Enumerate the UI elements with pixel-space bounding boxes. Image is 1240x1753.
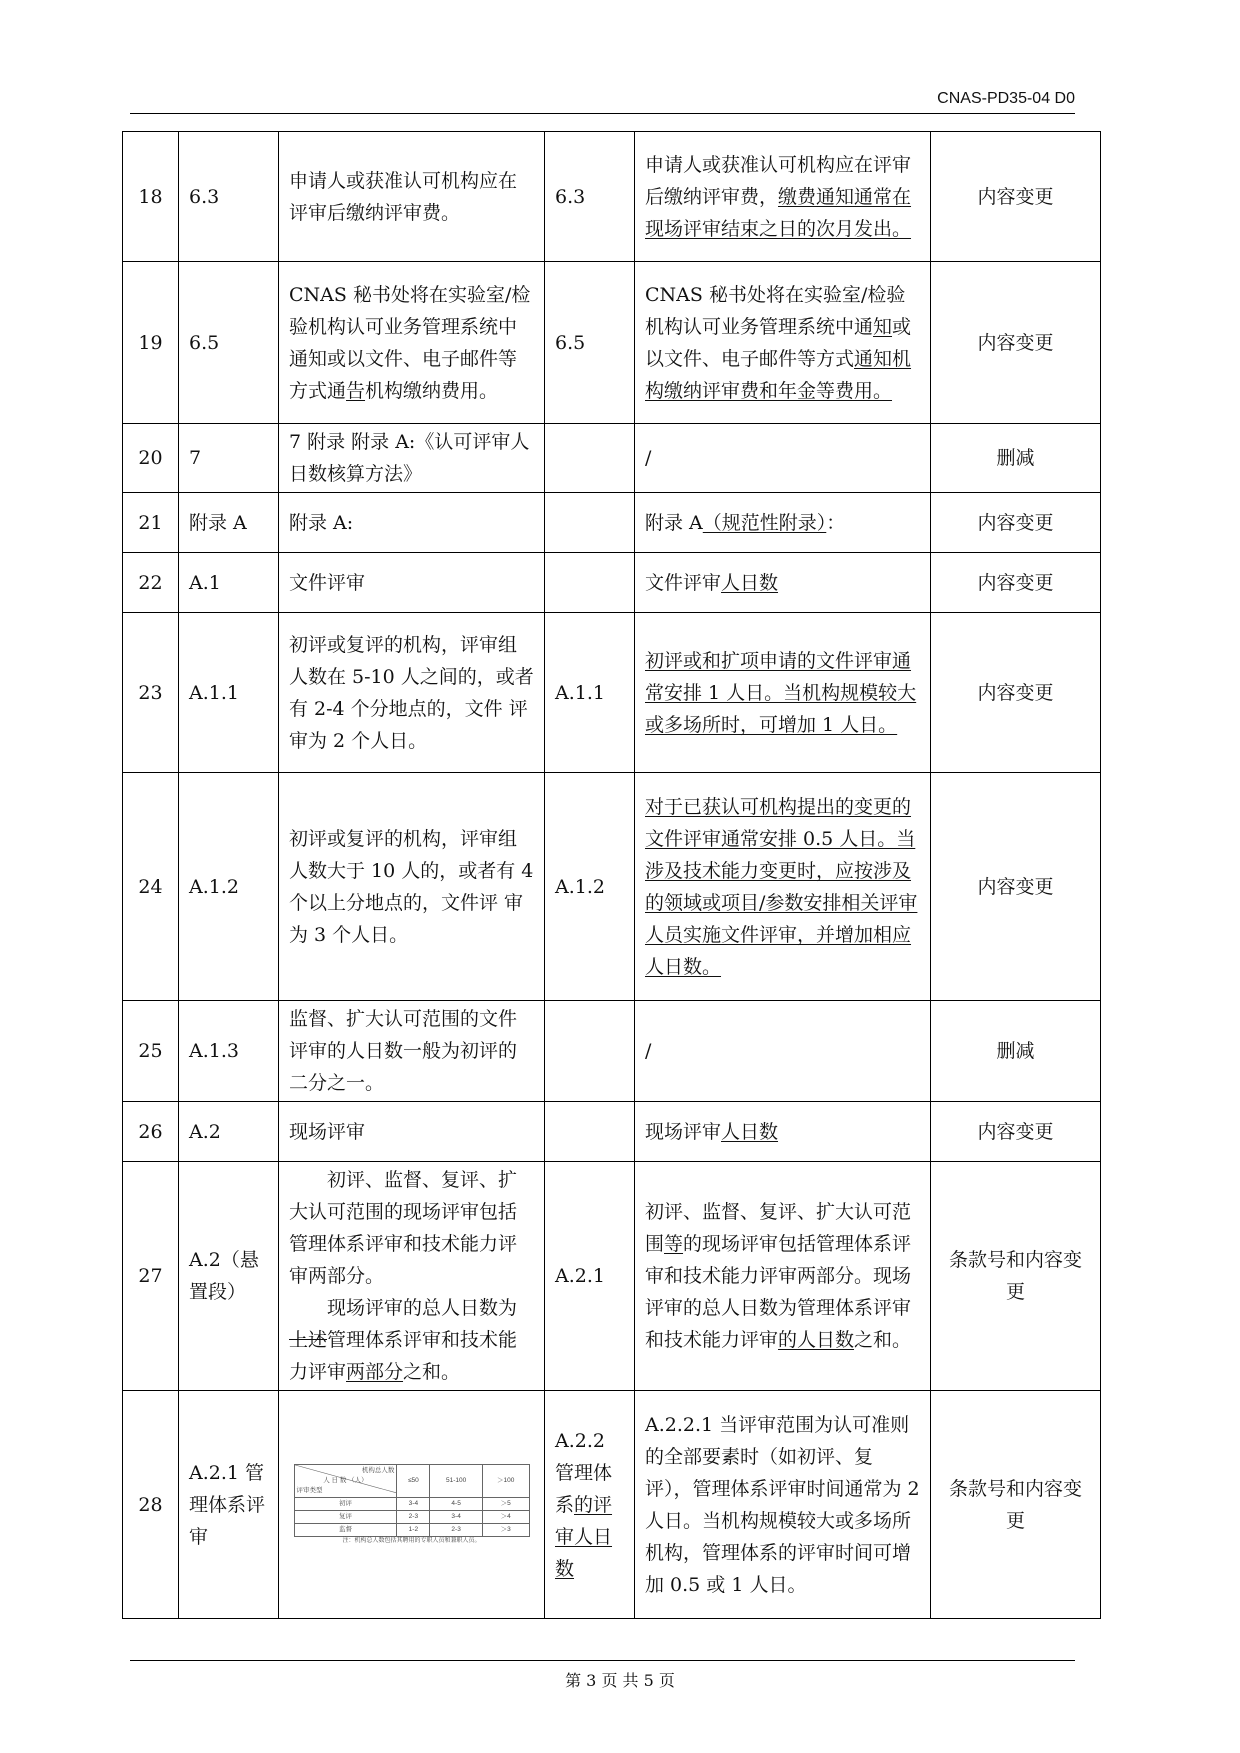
row-number: 21 bbox=[123, 493, 179, 553]
old-text-part: 机构缴纳费用。 bbox=[365, 379, 499, 402]
old-clause: 6.3 bbox=[179, 132, 279, 262]
person-day-table bbox=[294, 1464, 530, 1537]
table-row bbox=[123, 553, 1101, 613]
old-text-part: CNAS 秘书处将在实验室/检验机构认可业务管理系统中通知或以文件、电子邮件等方式通 bbox=[289, 283, 531, 402]
new-text-plain: 附录 A bbox=[645, 511, 703, 534]
old-clause: A.1.2 bbox=[179, 773, 279, 1001]
new-clause: 6.3 bbox=[545, 132, 635, 262]
old-text-part: 现场评审的总人日数为 bbox=[327, 1297, 518, 1319]
new-text bbox=[635, 1162, 931, 1391]
old-clause: A.2 bbox=[179, 1102, 279, 1162]
change-result: 内容变更 bbox=[931, 773, 1101, 1001]
new-clause: A.1.1 bbox=[545, 613, 635, 773]
old-text: 初评或复评的机构，评审组人数大于 10 人的，或者有 4 个以上分地点的，文件评 审为 3 个人日。 bbox=[279, 773, 545, 1001]
row-number: 27 bbox=[123, 1162, 179, 1391]
header-type: 评审类型 bbox=[296, 1486, 323, 1494]
old-clause: 6.5 bbox=[179, 262, 279, 424]
change-result: 条款号和内容变更 bbox=[931, 1391, 1101, 1619]
old-clause: 附录 A bbox=[179, 493, 279, 553]
header-total: 机构总人数 bbox=[361, 1466, 395, 1474]
change-result: 内容变更 bbox=[931, 553, 1101, 613]
table-row bbox=[123, 262, 1101, 424]
new-clause bbox=[545, 1001, 635, 1102]
old-clause: A.2（悬置段） bbox=[179, 1162, 279, 1391]
new-clause bbox=[545, 1102, 635, 1162]
row-number: 28 bbox=[123, 1391, 179, 1619]
cell: 3-4 bbox=[397, 1497, 430, 1510]
old-text: 附录 A: bbox=[279, 493, 545, 553]
footer-rule bbox=[130, 1660, 1075, 1661]
new-text bbox=[635, 613, 931, 773]
old-text bbox=[279, 1162, 545, 1391]
new-text-changed: 人日数 bbox=[721, 571, 779, 594]
table-row bbox=[123, 613, 1101, 773]
header-unit: 人 日 数 （人） bbox=[323, 1476, 368, 1484]
new-text-changed: 通知机构缴纳评审费和年金等费用。 bbox=[645, 347, 912, 402]
change-result: 内容变更 bbox=[931, 1102, 1101, 1162]
col-header: ≤50 bbox=[397, 1464, 430, 1497]
new-text bbox=[635, 1102, 931, 1162]
new-text-plain: 文件评审 bbox=[645, 571, 722, 594]
new-text bbox=[635, 493, 931, 553]
row-number: 19 bbox=[123, 262, 179, 424]
new-text bbox=[635, 132, 931, 262]
new-text bbox=[635, 262, 931, 424]
old-text-part: 管理体系评审和技术能力评审 bbox=[289, 1329, 518, 1383]
new-text: / bbox=[635, 424, 931, 493]
mini-row bbox=[294, 1510, 529, 1523]
new-text-changed: 缴费通知通常在现场评审结束之日的次月发出。 bbox=[645, 185, 912, 240]
new-clause: A.1.2 bbox=[545, 773, 635, 1001]
old-text bbox=[279, 262, 545, 424]
row-label: 监督 bbox=[294, 1523, 397, 1536]
row-number: 25 bbox=[123, 1001, 179, 1102]
old-clause: A.1 bbox=[179, 553, 279, 613]
cell: 1-2 bbox=[397, 1523, 430, 1536]
old-text: 申请人或获准认可机构应在评审后缴纳评审费。 bbox=[279, 132, 545, 262]
new-clause bbox=[545, 553, 635, 613]
old-text-part: 之和。 bbox=[403, 1361, 461, 1383]
old-text-deleted: 上述 bbox=[289, 1329, 328, 1351]
new-text-plain: ： bbox=[826, 511, 846, 534]
row-number: 23 bbox=[123, 613, 179, 773]
table-row bbox=[123, 1162, 1101, 1391]
cell: ＞4 bbox=[482, 1510, 529, 1523]
col-header: 51-100 bbox=[430, 1464, 483, 1497]
old-clause: 7 bbox=[179, 424, 279, 493]
change-result: 删减 bbox=[931, 424, 1101, 493]
new-text: / bbox=[635, 1001, 931, 1102]
old-text-changed: 告 bbox=[346, 379, 366, 402]
row-number: 20 bbox=[123, 424, 179, 493]
new-text-changed: 的人日数 bbox=[778, 1329, 855, 1351]
table-row bbox=[123, 1102, 1101, 1162]
table-row bbox=[123, 1391, 1101, 1619]
new-text-plain: 申请人或获准认可机构应在评审后缴纳评审费， bbox=[645, 153, 912, 208]
new-text bbox=[635, 773, 931, 1001]
table-row bbox=[123, 1001, 1101, 1102]
row-label: 复评 bbox=[294, 1510, 397, 1523]
revision-table bbox=[122, 131, 1101, 1619]
new-text-changed: （规范性附录） bbox=[702, 511, 827, 534]
new-clause: A.2.1 bbox=[545, 1162, 635, 1391]
new-text-part: CNAS 秘书处将在实验室/检验机构认可业务管理系统中通 bbox=[645, 283, 906, 338]
col-header: ＞100 bbox=[482, 1464, 529, 1497]
change-result: 条款号和内容变更 bbox=[931, 1162, 1101, 1391]
table-row bbox=[123, 424, 1101, 493]
new-text-changed: 初评或和扩项申请的文件评审通常安排 1 人日。当机构规模较大或多场所时，可增加 1 人日。 bbox=[645, 649, 917, 736]
new-text-plain: 现场评审 bbox=[645, 1120, 722, 1143]
change-result: 删减 bbox=[931, 1001, 1101, 1102]
row-number: 22 bbox=[123, 553, 179, 613]
row-number: 26 bbox=[123, 1102, 179, 1162]
old-clause: A.1.1 bbox=[179, 613, 279, 773]
cell: ＞3 bbox=[482, 1523, 529, 1536]
mini-row bbox=[294, 1523, 529, 1536]
document-code: CNAS-PD35-04 D0 bbox=[937, 90, 1075, 107]
old-clause: A.2.1 管理体系评审 bbox=[179, 1391, 279, 1619]
page-header bbox=[130, 86, 1075, 114]
change-result: 内容变更 bbox=[931, 132, 1101, 262]
new-text-part: 初评、监督、复评、扩大认可范围 bbox=[645, 1201, 912, 1255]
old-text: 初评或复评的机构，评审组人数在 5-10 人之间的，或者有 2-4 个分地点的，文件 评审为 2 个人日。 bbox=[279, 613, 545, 773]
new-text-changed: 知 bbox=[873, 315, 893, 338]
new-text-part: 或以文件、电子邮件等方式 bbox=[645, 315, 912, 370]
cell: 4-5 bbox=[430, 1497, 483, 1510]
new-text: A.2.2.1 当评审范围为认可准则的全部要素时（如初评、复评），管理体系评审时间通常为 2 人日。当机构规模较大或多场所机构，管理体系的评审时间可增加 0.5 或 1 人日。 bbox=[635, 1391, 931, 1619]
change-result: 内容变更 bbox=[931, 262, 1101, 424]
change-result: 内容变更 bbox=[931, 613, 1101, 773]
new-text bbox=[635, 553, 931, 613]
old-text-paragraph bbox=[289, 1292, 534, 1388]
new-clause bbox=[545, 1391, 635, 1619]
new-clause: 6.5 bbox=[545, 262, 635, 424]
old-text: 文件评审 bbox=[279, 553, 545, 613]
new-clause bbox=[545, 493, 635, 553]
change-result: 内容变更 bbox=[931, 493, 1101, 553]
mini-table-note: 注：机构总人数包括其聘用的专职人员和兼职人员。 bbox=[342, 1537, 481, 1544]
old-clause: A.1.3 bbox=[179, 1001, 279, 1102]
new-text-part: 之和。 bbox=[854, 1329, 912, 1351]
cell: 2-3 bbox=[430, 1523, 483, 1536]
old-text: 监督、扩大认可范围的文件评审的人日数一般为初评的二分之一。 bbox=[279, 1001, 545, 1102]
table-row bbox=[123, 773, 1101, 1001]
new-text-changed: 人日数 bbox=[721, 1120, 779, 1143]
cell: ＞5 bbox=[482, 1497, 529, 1510]
new-text-changed: 对于已获认可机构提出的变更的文件评审通常安排 0.5 人日。当涉及技术能力变更时，应按涉及的领域或项目/参数安排相关评审人员实施文件评审，并增加相应人日数。 bbox=[645, 795, 918, 978]
table-row bbox=[123, 493, 1101, 553]
new-clause-changed: 的评审人日数 bbox=[555, 1493, 613, 1580]
mini-row bbox=[294, 1497, 529, 1510]
new-clause-part: A.2.2 管理体系 bbox=[555, 1429, 613, 1516]
diagonal-header bbox=[294, 1464, 397, 1497]
new-clause bbox=[545, 424, 635, 493]
new-text-changed: 等 bbox=[664, 1233, 684, 1255]
old-text: 7 附录 附录 A:《认可评审人日数核算方法》 bbox=[279, 424, 545, 493]
row-label: 初评 bbox=[294, 1497, 397, 1510]
cell: 2-3 bbox=[397, 1510, 430, 1523]
old-text-paragraph: 初评、监督、复评、扩大认可范围的现场评审包括管理体系评审和技术能力评审两部分。 bbox=[289, 1169, 518, 1287]
row-number: 24 bbox=[123, 773, 179, 1001]
old-text-changed: 两部分 bbox=[346, 1361, 404, 1383]
new-text-part: 的现场评审包括管理体系评审和技术能力评审两部分。现场评审的总人日数为管理体系评审和技术能力评审 bbox=[645, 1233, 912, 1351]
old-text-embedded-table bbox=[279, 1391, 545, 1619]
row-number: 18 bbox=[123, 132, 179, 262]
diagonal-lines bbox=[295, 1465, 397, 1493]
page-number: 第 3 页 共 5 页 bbox=[565, 1671, 675, 1690]
cell: 3-4 bbox=[430, 1510, 483, 1523]
table-row bbox=[123, 132, 1101, 262]
old-text: 现场评审 bbox=[279, 1102, 545, 1162]
